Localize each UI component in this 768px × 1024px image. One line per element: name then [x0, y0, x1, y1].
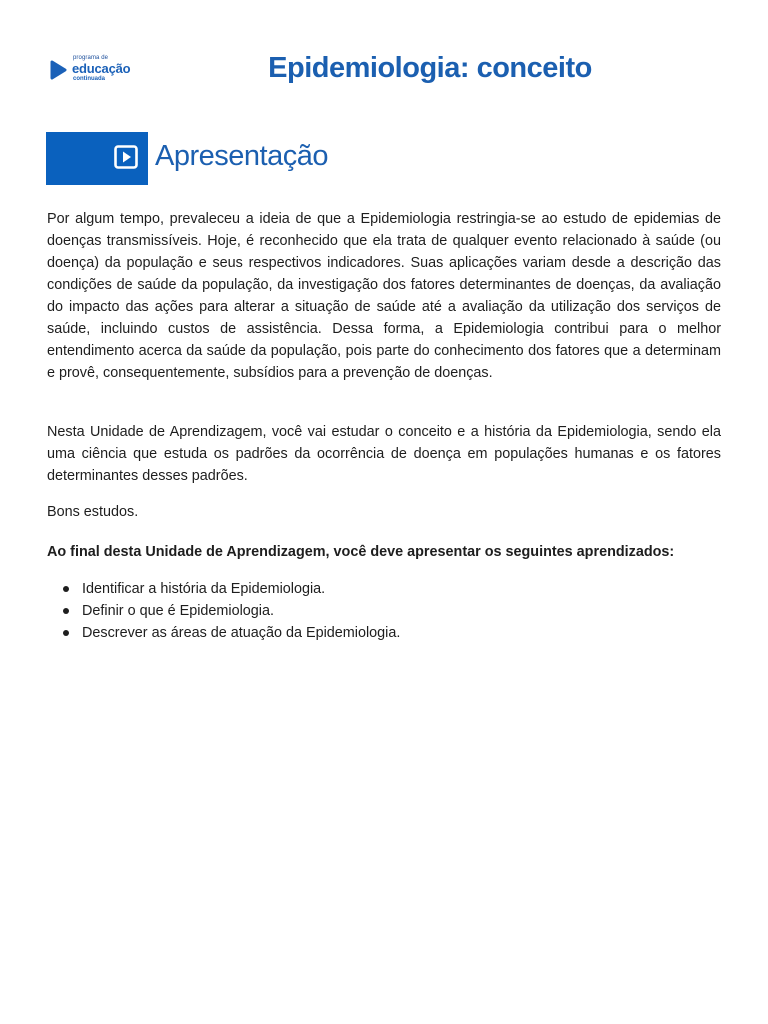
goal-text: Definir o que é Epidemiologia.	[82, 603, 274, 619]
page-header	[0, 0, 768, 110]
intro-paragraph: Por algum tempo, prevaleceu a ideia de que a Epidemiologia restringia-se ao estudo de epidemias de doenças transmissíveis. Hoje, é reconhecido que ela trata de qualquer evento relacionado à saúde (ou doença) da população e seus respectivos indicadores. Suas aplicações variam desde a descrição das condições de saúde da população, da investigação dos fatores determinantes de doenças, da avaliação do impacto das ações para alterar a situação de saúde até a avaliação da utilização dos serviços de saúde, incluindo custos de assistência. Dessa forma, a Epidemiologia contribui para o melhor entendimento acerca da saúde da população, pois parte do conhecimento dos fatores que a determinam e provê, consequentemente, subsídios para a prevenção de doenças.	[47, 211, 721, 381]
document-title: Epidemiologia: conceito	[268, 52, 592, 84]
goal-text: Identificar a história da Epidemiologia.	[82, 581, 326, 597]
goals-list	[47, 578, 721, 644]
goal-text: Descrever as áreas de atuação da Epidemiologia.	[82, 625, 401, 641]
list-item	[47, 622, 721, 644]
program-logo	[48, 55, 148, 85]
closing-text: Bons estudos.	[47, 504, 139, 520]
logo-line1: programa de	[73, 55, 109, 61]
play-icon	[114, 145, 138, 169]
section-title: Apresentação	[155, 140, 328, 172]
section-bar	[46, 132, 148, 185]
bullet-icon	[63, 608, 69, 614]
logo-line2: educação	[72, 61, 131, 76]
list-item	[47, 600, 721, 622]
logo-line3: continuada	[73, 76, 106, 82]
goals-intro: Ao final desta Unidade de Aprendizagem, você deve apresentar os seguintes aprendizados:	[47, 544, 675, 560]
unit-paragraph: Nesta Unidade de Aprendizagem, você vai estudar o conceito e a história da Epidemiologia, sendo ela uma ciência que estuda os padrões da ocorrência de doença em populações humanas e os fatores determinantes desses padrões.	[47, 424, 721, 484]
list-item	[47, 578, 721, 600]
bullet-icon	[63, 586, 69, 592]
bullet-icon	[63, 630, 69, 636]
logo-play-icon	[48, 60, 68, 80]
